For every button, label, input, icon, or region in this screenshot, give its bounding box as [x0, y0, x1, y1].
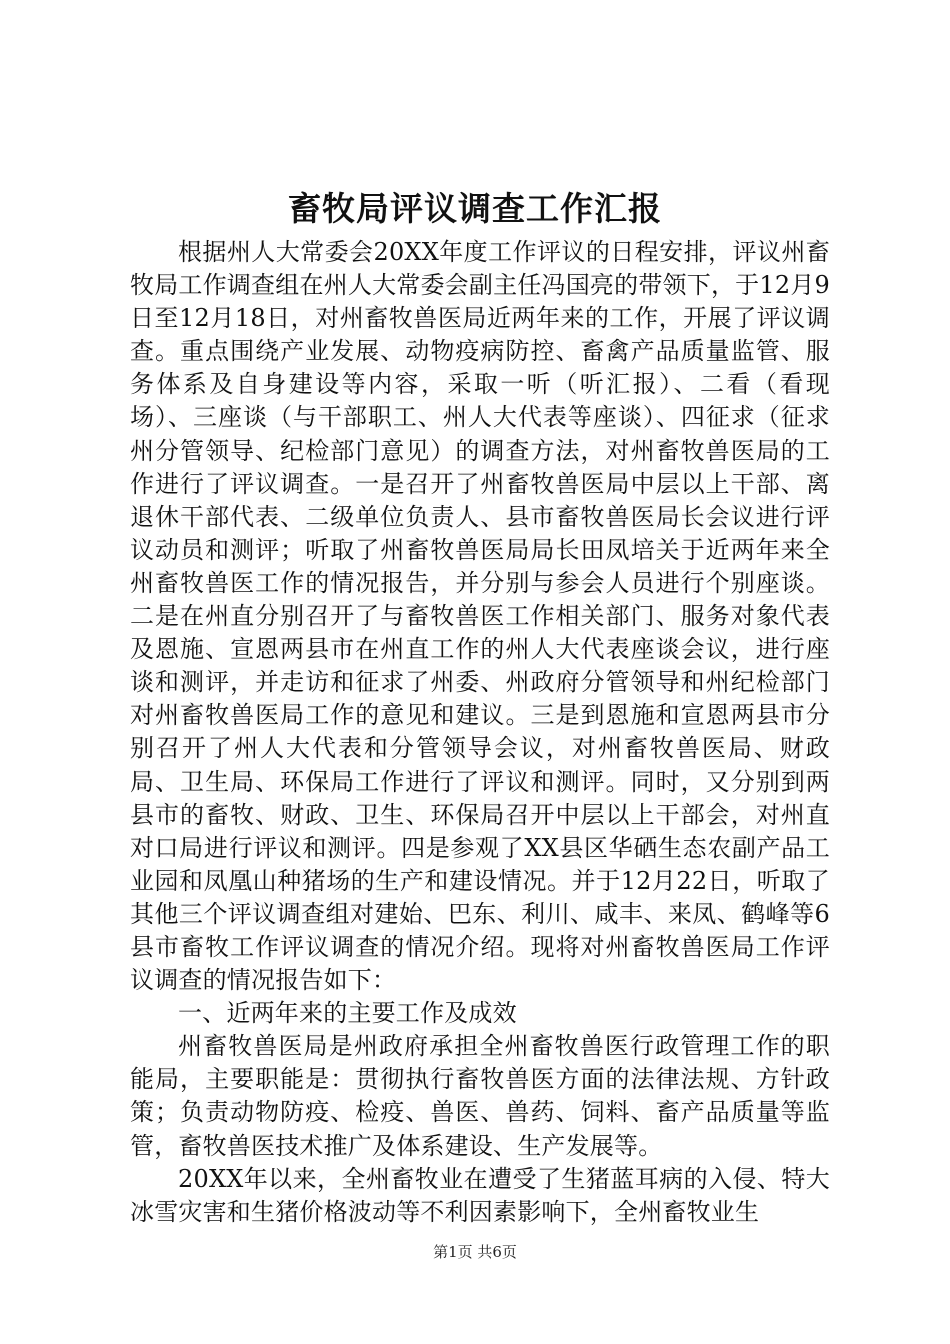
section-heading: 一、近两年来的主要工作及成效	[178, 999, 517, 1028]
document-body	[130, 236, 830, 1229]
page-number-footer: 第1页 共6页	[433, 1243, 517, 1261]
intro-paragraph: 根据州人大常委会20XX年度工作评议的日程安排，评议州畜牧局工作调查组在州人大常委会副主任冯国亮的带领下，于12月9日至12月18日，对州畜牧兽医局近两年来的工作，开展了评议调查。重点围绕产业发展、动物疫病防控、畜禽产品质量监管、服务体系及自身建设等内容，采取一听（听汇报）、二看（看现场）、三座谈（与干部职工、州人大代表等座谈）、四征求（征求州分管领导、纪检部门意见）的调查方法，对州畜牧兽医局的工作进行了评议调查。一是召开了州畜牧兽医局中层以上干部、离退休干部代表、二级单位负责人、县市畜牧兽医局长会议进行评议动员和测评；听取了州畜牧兽医局局长田凤培关于近两年来全州畜牧兽医工作的情况报告，并分别与参会人员进行个别座谈。二是在州直分别召开了与畜牧兽医工作相关部门、服务对象代表及恩施、宣恩两县市在州直工作的州人大代表座谈会议，进行座谈和测评，并走访和征求了州委、州政府分管领导和州纪检部门对州畜牧兽医局工作的意见和建议。三是到恩施和宣恩两县市分别召开了州人大代表和分管领导会议，对州畜牧兽医局、财政局、卫生局、环保局工作进行了评议和测评。同时，又分别到两县市的畜牧、财政、卫生、环保局召开中层以上干部会，对州直对口局进行评议和测评。四是参观了XX县区华硒生态农副产品工业园和凤凰山种猪场的生产和建设情况。并于12月22日，听取了其他三个评议调查组对建始、巴东、利川、咸丰、来凤、鹤峰等6县市畜牧工作评议调查的情况介绍。现将对州畜牧兽医局工作评议调查的情况报告如下：	[130, 238, 830, 995]
section-paragraph: 州畜牧兽医局是州政府承担全州畜牧兽医行政管理工作的职能局，主要职能是：贯彻执行畜牧兽医方面的法律法规、方针政策；负责动物防疫、检疫、兽医、兽药、饲料、畜产品质量等监管，畜牧兽医技术推广及体系建设、生产发展等。	[130, 1032, 830, 1160]
document-title: 畜牧局评议调查工作汇报	[288, 189, 662, 228]
section-paragraph: 20XX年以来，全州畜牧业在遭受了生猪蓝耳病的入侵、特大冰雪灾害和生猪价格波动等不利因素影响下，全州畜牧业生	[130, 1164, 830, 1226]
